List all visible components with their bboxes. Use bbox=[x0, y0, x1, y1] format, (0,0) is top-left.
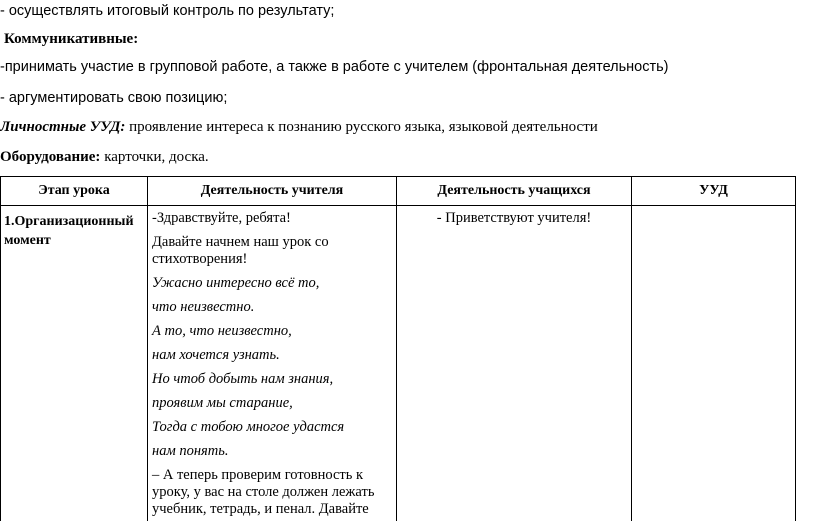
header-student-activity: Деятельность учащихся bbox=[397, 177, 632, 206]
poem-line: проявим мы старание, bbox=[152, 395, 293, 411]
intro-line-group-work: -принимать участие в групповой работе, а также в работе с учителем (фронтальная деятельность) bbox=[0, 59, 669, 75]
intro-line-final-control: - осуществлять итоговый контроль по результату; bbox=[0, 3, 335, 19]
poem-line: Ужасно интересно всё то, bbox=[152, 275, 320, 291]
equipment-text: карточки, доска. bbox=[100, 149, 209, 165]
table-row bbox=[1, 206, 796, 521]
poem-line: нам хочется узнать. bbox=[152, 347, 280, 363]
poem-line: что неизвестно. bbox=[152, 299, 255, 315]
header-teacher-activity: Деятельность учителя bbox=[148, 177, 397, 206]
uud-cell bbox=[632, 206, 796, 521]
poem-line: А то, что неизвестно, bbox=[152, 323, 292, 339]
teacher-intro: Давайте начнем наш урок со стихотворения! bbox=[152, 234, 329, 267]
lesson-table bbox=[0, 176, 796, 521]
poem-line: нам понять. bbox=[152, 443, 229, 459]
header-lesson-stage: Этап урока bbox=[1, 177, 148, 206]
stage-cell bbox=[1, 206, 148, 521]
equipment-label: Оборудование: bbox=[0, 149, 101, 165]
personal-uud-label: Личностные УУД: bbox=[0, 119, 126, 135]
teacher-activity bbox=[148, 206, 396, 518]
teacher-readiness-check: – А теперь проверим готовность к уроку, у вас на столе должен лежать учебник, тетрадь, и пенал. Давайте bbox=[152, 467, 375, 517]
poem-line: Тогда с тобою многое удастся bbox=[152, 419, 345, 435]
teacher-greeting: -Здравствуйте, ребята! bbox=[152, 210, 291, 226]
poem-line: Но чтоб добыть нам знания, bbox=[152, 371, 334, 387]
communicative-heading: Коммуникативные: bbox=[4, 31, 139, 47]
equipment-line bbox=[0, 148, 209, 166]
students-cell bbox=[397, 206, 632, 521]
stage-name: 1.Организационный момент bbox=[4, 214, 134, 248]
personal-uud-text: проявление интереса к познанию русского языка, языковой деятельности bbox=[125, 119, 598, 135]
table-header-row bbox=[1, 177, 796, 206]
students-activity: - Приветствуют учителя! bbox=[436, 210, 592, 226]
header-uud: УУД bbox=[632, 177, 796, 206]
intro-line-argue-position: - аргументировать свою позицию; bbox=[0, 90, 228, 106]
teacher-cell bbox=[148, 206, 397, 521]
personal-uud-line bbox=[0, 118, 598, 136]
